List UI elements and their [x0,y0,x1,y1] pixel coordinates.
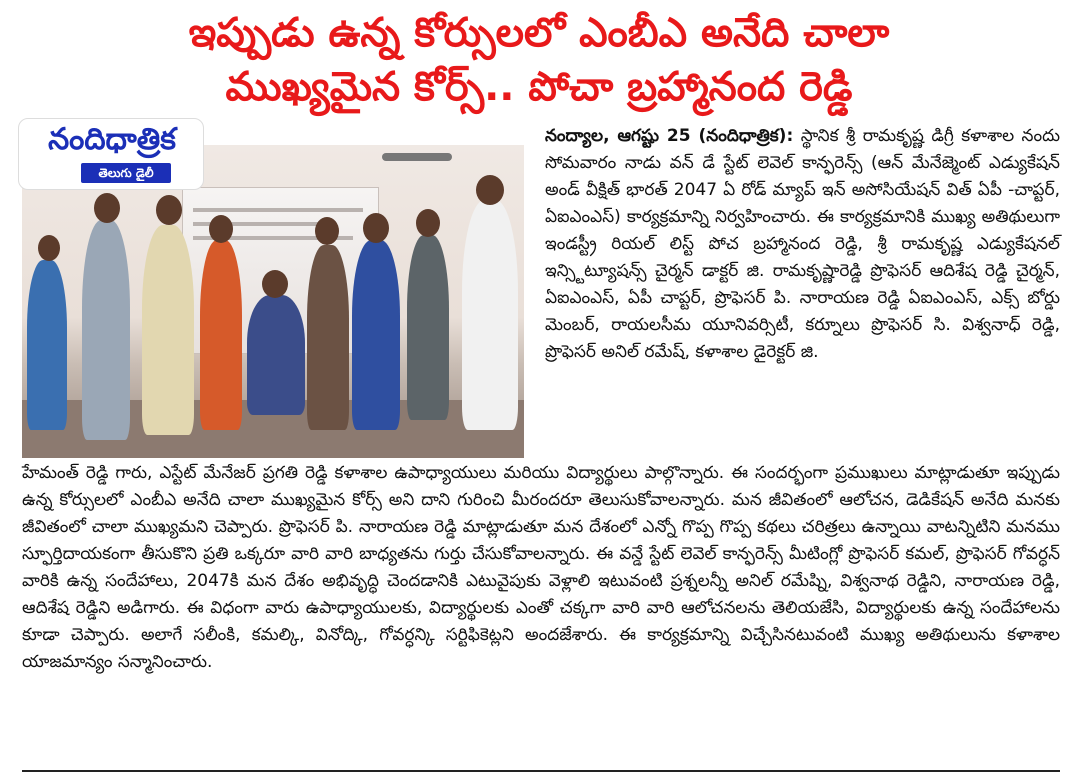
headline-line-1: ఇప్పుడు ఉన్న కోర్సులలో ఎంబీఎ అనేది చాలా [188,10,890,56]
ceiling-fan [382,153,452,161]
article-column-text: స్థానిక శ్రీ రామకృష్ణ డిగ్రీ కళాశాల నందు సోమవారం నాడు వన్ డే స్టేట్ లెవెల్ కాన్ఫరెన్స్ (ఆన్ మేనేజ్మెంట్ ఎడ్యుకేషన్ అండ్ వీక్షిత్ భారత్ 2047 ఏ రోడ్ మ్యాప్ ఇన్ అసోసియేషన్ విత్ ఏపీ -చాప్టర్, ఏఐఎంఎస్) కార్యక్రమాన్ని నిర్వహించారు. ఈ కార్యక్రమానికి ముఖ్య అతిథులుగా ఇండస్ట్రీ రియల్ లిస్ట్ పోచ బ్రహ్మానంద రెడ్డి, శ్రీ రామకృష్ణ ఎడ్యుకేషనల్ ఇన్స్టిట్యూషన్స్ చైర్మన్ డాక్టర్ జి. రామకృష్ణారెడ్డి ప్రొఫెసర్ ఆదిశేష రెడ్డి చైర్మన్, ఏఐఎంఎస్, ఏపీ చాప్టర్, ప్రొఫెసర్ పి. నారాయణ రెడ్డి ఏఐఎంఎస్, ఎక్స్ బోర్డు మెంబర్, రాయలసీమ యూనివర్సిటీ, కర్నూలు ప్రొఫెసర్ సి. విశ్వనాధ్ రెడ్డి, ప్రొఫెసర్ అనిల్ రమేష్, కళాశాల డైరెక్టర్ జి. [545,126,1060,362]
masthead-name: నందిధాత్రిక [48,122,176,157]
masthead-logo [18,118,204,190]
article-dateline: నంద్యాల, ఆగష్టు 25 (నందిధాత్రిక): [545,126,794,146]
bottom-rule [22,770,1060,772]
headline [0,6,1078,114]
article-body [22,460,1060,676]
masthead-tagline: తెలుగు డైలీ [81,163,171,183]
article-body-text: హేమంత్ రెడ్డి గారు, ఎస్టేట్ మేనేజర్ ప్రగతి రెడ్డి కళాశాల ఉపాధ్యాయులు మరియు విద్యార్థులు పాల్గొన్నారు. ఈ సందర్భంగా ప్రముఖులు మాట్లాడుతూ ఇప్పుడు ఉన్న కోర్సులలో ఎంబీఎ అనేది చాలా ముఖ్యమైన కోర్స్ అని దాని గురించి మీరందరూ తెలుసుకోవాలన్నారు. మన జీవితంలో ఆలోచన, డెడికేషన్ అనేది మనకు జీవితంలో చాలా ముఖ్యమని చెప్పారు. ప్రొఫెసర్ పి. నారాయణ రెడ్డి మాట్లాడుతూ మన దేశంలో ఎన్నో గొప్ప గొప్ప కథలు చరిత్రలు ఉన్నాయి వాటన్నిటిని మనము స్ఫూర్తిదాయకంగా తీసుకొని ప్రతి ఒక్కరూ వారి వారి బాధ్యతను గుర్తు చేసుకోవాలన్నారు. ఈ వన్డే స్టేట్ లెవెల్ కాన్ఫరెన్స్ మీటింగ్లో ప్రొఫెసర్ కమల్, ప్రొఫెసర్ గోవర్ధన్ వారికి ఉన్న సందేహాలు, 2047కి మన దేశం అభివృద్ధి చెందడానికి ఎటువైపుకు వెళ్లాలి ఇటువంటి ప్రశ్నలన్నీ అనిల్ రమేష్ని, విశ్వనాథ రెడ్డిని, నారాయణ రెడ్డి, ఆదిశేష రెడ్డిని అడిగారు. ఈ విధంగా వారు ఉపాధ్యాయులకు, విద్యార్థులకు ఎంతో చక్కగా వారి వారి ఆలోచనలను తెలియజేసి, విద్యార్థులకు ఉన్న సందేహాలను కూడా చెప్పారు. అలాగే సలీంకి, కమల్కి, వినోద్కి, గోవర్ధన్కి సర్టిఫికెట్లని అందజేశారు. ఈ కార్యక్రమాన్ని విచ్చేసినటువంటి ముఖ్య అతిథులును కళాశాల యాజమాన్యం సన్మానించారు. [22,463,1060,672]
article-column [545,123,1060,366]
headline-line-2: ముఖ్యమైన కోర్స్.. పోచా బ్రహ్మానంద రెడ్డి [225,64,853,110]
event-photo [22,145,524,458]
